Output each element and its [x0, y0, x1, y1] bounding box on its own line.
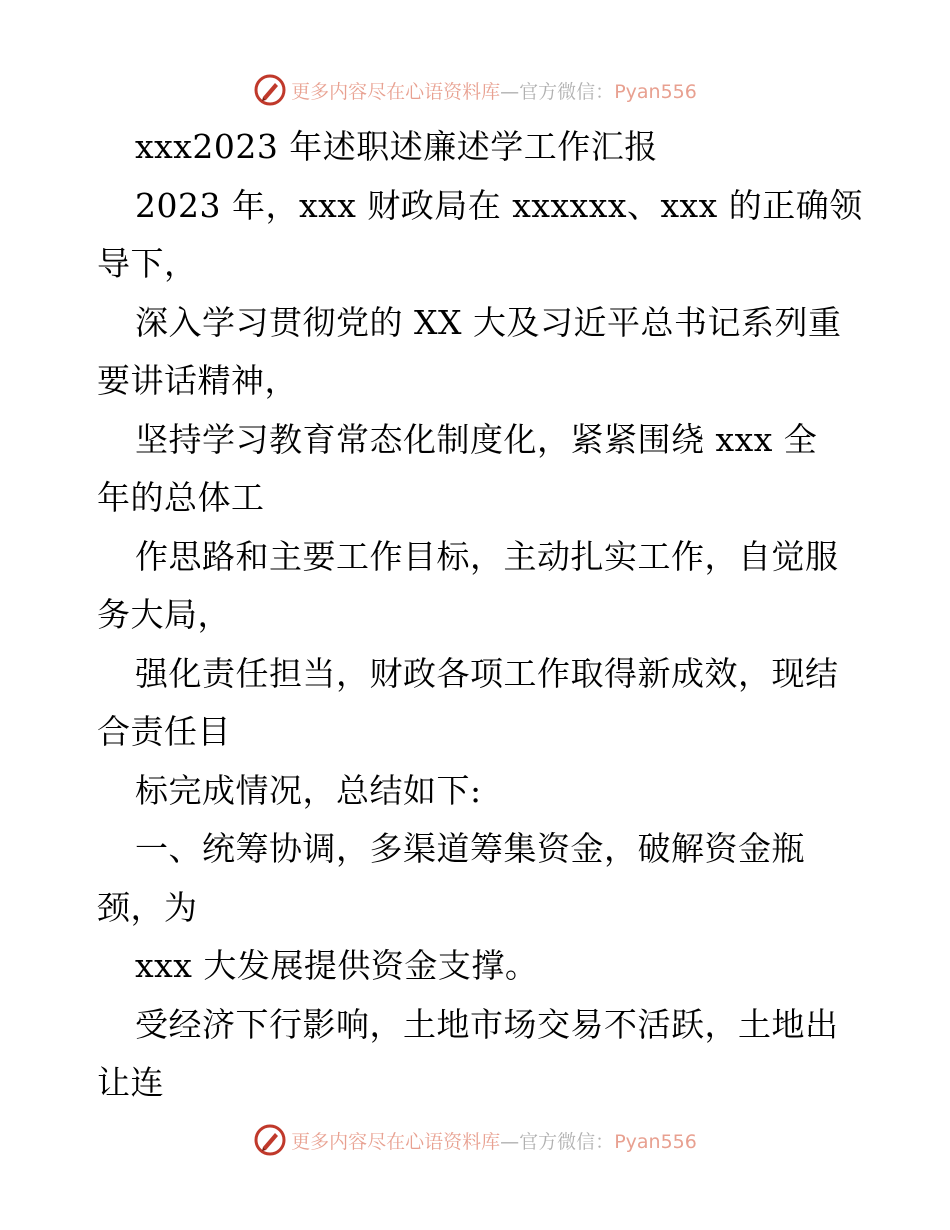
watermark-label: 官方微信：: [519, 1130, 615, 1153]
paragraph-line: 要讲话精神，: [97, 361, 298, 400]
watermark-dash: —: [500, 80, 520, 103]
watermark-text: [291, 1127, 697, 1154]
paragraph-line: 坚持学习教育常态化制度化，紧紧围绕 xxx 全: [135, 419, 818, 459]
watermark-banner-top: [0, 70, 950, 110]
watermark-wechat: Pyan556: [614, 1130, 697, 1153]
watermark-wechat: Pyan556: [614, 80, 697, 103]
watermark-brand: 更多内容尽在心语资料库: [291, 1130, 501, 1153]
paragraph-line: 2023 年，xxx 财政局在 xxxxxx、xxx 的正确领: [135, 185, 863, 225]
paragraph-line: 强化责任担当，财政各项工作取得新成效，现结: [135, 653, 839, 693]
paragraph-line: 标完成情况，总结如下:: [135, 770, 482, 810]
paragraph-line: 作思路和主要工作目标，主动扎实工作，自觉服: [135, 536, 839, 576]
paragraph-line: 深入学习贯彻党的 XX 大及习近平总书记系列重: [135, 302, 842, 342]
watermark-dash: —: [500, 1130, 520, 1153]
document-body: [97, 118, 863, 1113]
watermark-banner-bottom: [0, 1120, 950, 1160]
watermark-brand: 更多内容尽在心语资料库: [291, 80, 501, 103]
document-title: xxx2023 年述职述廉述学工作汇报: [135, 127, 658, 166]
pen-logo-icon: [253, 73, 287, 107]
paragraph-line: xxx 大发展提供资金支撑。: [135, 946, 539, 985]
paragraph-line: 受经济下行影响，土地市场交易不活跃，土地出: [135, 1004, 839, 1044]
section-heading-line: 颈，为: [97, 887, 198, 927]
paragraph-line: 年的总体工: [97, 478, 265, 517]
watermark-label: 官方微信：: [519, 80, 615, 103]
paragraph-line: 让连: [97, 1063, 164, 1102]
paragraph-line: 务大局，: [97, 595, 231, 634]
paragraph-line: 导下，: [97, 244, 198, 283]
pen-logo-icon: [253, 1123, 287, 1157]
paragraph-line: 合责任目: [97, 712, 231, 751]
section-heading-line: 一、统筹协调，多渠道筹集资金，破解资金瓶: [135, 829, 805, 868]
watermark-text: [291, 77, 697, 104]
